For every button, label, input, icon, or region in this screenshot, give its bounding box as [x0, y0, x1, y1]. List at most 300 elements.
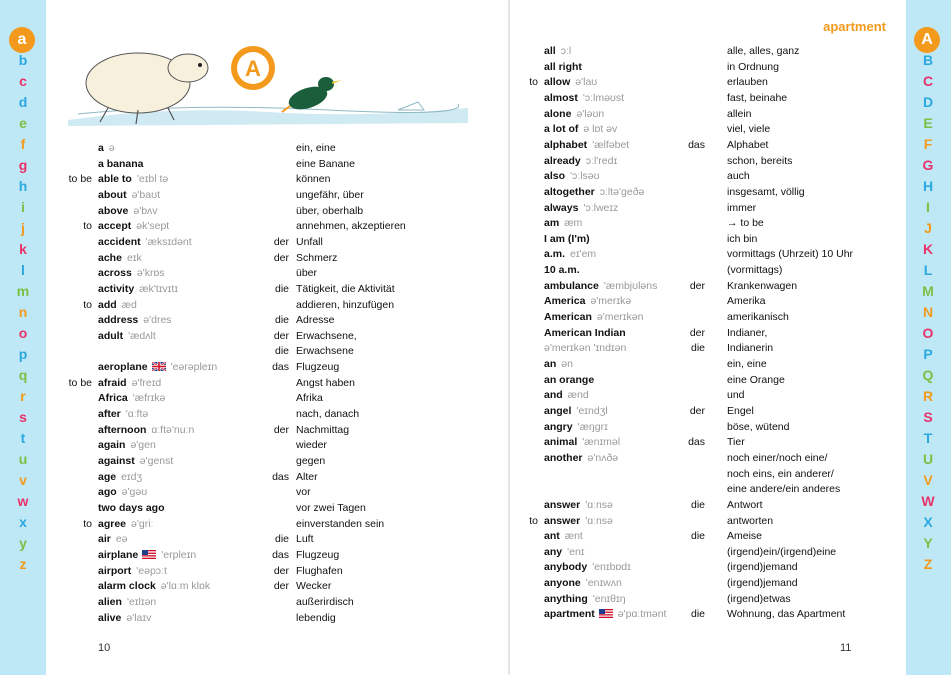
entry-phonetic: ə'merɪkə	[590, 295, 632, 308]
entry-translation: (irgend)jemand	[727, 561, 798, 574]
letter-tab-h[interactable]: H	[922, 178, 934, 194]
entry-phonetic: ə'bʌv	[133, 204, 158, 217]
letter-tab-s[interactable]: S	[923, 409, 933, 425]
entry-translation: addieren, hinzufügen	[296, 298, 395, 311]
entry-phonetic: ænd	[567, 389, 589, 402]
entry-headword: animal	[544, 436, 578, 449]
dictionary-entry	[510, 387, 906, 403]
entry-translation: erlauben	[727, 76, 768, 89]
entry-translation: Flugzeug	[296, 361, 340, 374]
entry-phonetic: ə'lɑːm klɒk	[160, 580, 211, 593]
entry-article: das	[688, 436, 705, 449]
entry-translation: allein	[727, 107, 752, 120]
entry-headword: allow	[544, 76, 571, 89]
entry-headword: afraid	[98, 376, 127, 389]
dictionary-entry	[46, 610, 508, 626]
letter-tab-i[interactable]: I	[926, 199, 930, 215]
entry-prefix: to	[83, 517, 92, 530]
letter-tab-w[interactable]: W	[921, 493, 935, 509]
entry-translation: Nachmittag	[296, 423, 350, 436]
dictionary-entry	[510, 591, 906, 607]
letter-tab-e[interactable]: e	[19, 115, 27, 131]
letter-tab-o[interactable]: o	[18, 325, 28, 341]
dictionary-entry	[510, 59, 906, 75]
entry-article: das	[688, 138, 705, 151]
dictionary-entry	[510, 43, 906, 59]
letter-tab-i[interactable]: i	[21, 199, 25, 215]
entry-phonetic: æm	[564, 217, 583, 230]
entry-translation: Indianer,	[727, 326, 768, 339]
entry-translation: können	[296, 173, 331, 186]
entry-translation: Antwort	[727, 498, 763, 511]
letter-tab-k[interactable]: k	[19, 241, 27, 257]
entry-translation: Wohnung, das Apartment	[727, 608, 846, 621]
entry-translation: auch	[727, 170, 750, 183]
entry-translation: ein, eine	[296, 142, 336, 154]
entry-translation: Erwachsene,	[296, 329, 357, 342]
entry-headword: add	[98, 298, 117, 311]
letter-tab-b[interactable]: B	[922, 52, 934, 68]
dictionary-entry	[46, 563, 508, 579]
current-letter-badge-left: a	[9, 27, 35, 53]
dictionary-entry	[46, 250, 508, 266]
letter-tab-o[interactable]: O	[922, 325, 934, 341]
entry-phonetic: 'enɪ	[567, 545, 585, 558]
dictionary-entry	[510, 325, 906, 341]
entry-article: der	[273, 235, 289, 248]
entry-translation: (vormittags)	[727, 264, 783, 277]
entry-headword: age	[98, 470, 117, 483]
entry-headword: agree	[98, 517, 127, 530]
dictionary-entry	[510, 137, 906, 153]
entry-headword: adult	[98, 329, 124, 342]
entry-headword: answer	[544, 514, 581, 527]
page-number-left: 10	[98, 642, 111, 654]
entry-phonetic: 'ɔːlweɪz	[583, 201, 619, 214]
dictionary-entry	[510, 215, 906, 231]
dictionary-entry	[510, 106, 906, 122]
entry-phonetic: 'æksɪdənt	[145, 235, 192, 248]
entry-headword: alive	[98, 611, 122, 624]
entry-headword: airport	[98, 564, 132, 577]
entry-phonetic: 'eɪlɪən	[126, 595, 157, 608]
entry-headword: already	[544, 154, 581, 167]
dictionary-entry	[46, 375, 508, 391]
entry-translation: außerirdisch	[296, 595, 354, 608]
entry-translation: Alphabet	[727, 138, 769, 151]
entry-headword: anyone	[544, 577, 581, 590]
entry-headword: all	[544, 45, 556, 57]
entry-headword: alone	[544, 107, 572, 120]
entry-headword: address	[98, 314, 139, 327]
dictionary-entry	[46, 328, 508, 344]
entry-headword: ache	[98, 251, 122, 264]
entry-translation: über	[296, 267, 318, 280]
entry-headword: apartment	[544, 608, 595, 621]
entry-headword: answer	[544, 498, 581, 511]
dictionary-entry	[510, 340, 906, 356]
entry-phonetic: ə lɒt əv	[583, 123, 618, 136]
dictionary-entry	[46, 265, 508, 281]
entry-headword: and	[544, 389, 563, 402]
entry-phonetic: ænt	[564, 530, 583, 543]
entry-prefix: to be	[68, 376, 92, 389]
entry-translation: Tier	[727, 436, 745, 449]
letter-tab-c[interactable]: c	[19, 73, 27, 89]
entry-headword: another	[544, 451, 583, 464]
dictionary-entry	[46, 531, 508, 547]
entry-phonetic: 'erpleɪn	[161, 548, 197, 561]
entry-translation: noch einer/noch eine/	[727, 451, 828, 464]
entry-article: der	[273, 251, 289, 264]
entry-phonetic: 'ænɪməl	[582, 436, 621, 449]
dictionary-entry	[510, 90, 906, 106]
entry-phonetic: 'ɑːftə	[125, 408, 149, 421]
entry-phonetic: ɔːltə'geðə	[599, 185, 645, 198]
dictionary-entry	[46, 547, 508, 563]
entry-article: die	[274, 314, 289, 327]
dictionary-entry	[510, 403, 906, 419]
entry-translation: vor	[296, 486, 311, 499]
entry-translation: ein, eine	[727, 358, 767, 370]
entry-translation: Luft	[296, 533, 314, 546]
dictionary-entry	[510, 466, 906, 482]
entry-phonetic: æk'tɪvɪtɪ	[139, 282, 179, 295]
letter-tab-m[interactable]: M	[922, 283, 934, 299]
entry-phonetic: ə'nʌðə	[587, 451, 619, 464]
entry-article: der	[689, 279, 705, 292]
entry-translation: viel, viele	[727, 123, 771, 136]
entry-translation: nach, danach	[296, 408, 360, 421]
entry-phonetic: ə'merɪkən	[596, 311, 644, 324]
letter-tab-r[interactable]: R	[922, 388, 934, 404]
entry-translation: schon, bereits	[727, 154, 793, 167]
entry-phonetic: 'eərəpleɪn	[170, 361, 218, 374]
letter-tab-q[interactable]: Q	[922, 367, 934, 383]
entry-phonetic: eɪ'em	[570, 248, 597, 261]
entry-phonetic: ə	[108, 142, 115, 154]
entry-translation: Alter	[296, 470, 318, 483]
dictionary-entry	[510, 168, 906, 184]
entry-headword: against	[98, 455, 135, 467]
letter-tab-e[interactable]: E	[923, 115, 933, 131]
letter-tab-m[interactable]: m	[16, 283, 30, 299]
dictionary-entry	[510, 575, 906, 591]
entry-headword: angry	[544, 420, 573, 433]
entry-translation: ungefähr, über	[296, 188, 364, 201]
dictionary-entry	[510, 309, 906, 325]
letter-tab-u[interactable]: u	[18, 451, 28, 467]
letter-tab-l[interactable]: l	[21, 262, 25, 278]
entry-translation: Adresse	[296, 314, 335, 327]
entry-phonetic: 'ɔːlsəʊ	[570, 170, 600, 183]
letter-tab-l[interactable]: L	[923, 262, 933, 278]
entry-headword: aeroplane	[98, 361, 148, 374]
entry-article: der	[273, 580, 289, 593]
dictionary-entry	[510, 231, 906, 247]
entry-headword: airplane	[98, 548, 139, 561]
entry-phonetic: 'enɪwʌn	[585, 577, 622, 590]
entry-article: die	[690, 342, 705, 355]
entry-translation: (irgend)etwas	[727, 592, 791, 605]
entry-headword: a banana	[98, 157, 144, 170]
entry-prefix: to	[83, 298, 92, 311]
entry-phonetic: 'eəpɔːt	[136, 564, 167, 577]
letter-tab-y[interactable]: y	[19, 535, 27, 551]
dictionary-entry	[46, 406, 508, 422]
illustration-letter: A	[245, 56, 261, 81]
entry-phonetic: 'enɪbɒdɪ	[592, 561, 631, 574]
entry-translation: amerikanisch	[727, 311, 789, 324]
entry-prefix: to	[83, 220, 92, 233]
entry-phonetic: 'eɪbl tə	[136, 173, 169, 186]
entry-article: die	[690, 530, 705, 543]
dictionary-entry	[510, 153, 906, 169]
entry-translation: Wecker	[296, 580, 332, 593]
entry-phonetic: 'ælfəbet	[592, 138, 630, 151]
dictionary-entry	[46, 422, 508, 438]
entry-translation: Angst haben	[296, 376, 355, 389]
entry-translation: einverstanden sein	[296, 517, 385, 530]
entry-translation: annehmen, akzeptieren	[296, 220, 406, 233]
entry-phonetic: ə'freɪd	[131, 376, 162, 389]
letter-tab-k[interactable]: K	[922, 241, 934, 257]
entry-headword: above	[98, 204, 129, 217]
dictionary-entry	[510, 450, 906, 466]
entry-phonetic: 'æfrɪkə	[132, 392, 166, 405]
dictionary-entry	[46, 594, 508, 610]
dictionary-entry	[46, 500, 508, 516]
entry-translation: Erwachsene	[296, 345, 354, 358]
letter-tab-n[interactable]: n	[18, 304, 28, 320]
entry-phonetic: 'æmbjʊləns	[603, 279, 658, 292]
entry-translation: Krankenwagen	[727, 279, 798, 292]
entry-translation: eine Orange	[727, 373, 785, 386]
entry-headword: a.m.	[544, 248, 566, 261]
entry-headword: activity	[98, 282, 135, 295]
dictionary-entry	[46, 156, 508, 172]
dictionary-entry	[510, 184, 906, 200]
letter-tab-p[interactable]: p	[18, 346, 28, 362]
letter-tab-x[interactable]: X	[923, 514, 933, 530]
entry-headword: accept	[98, 220, 132, 233]
dictionary-entry	[510, 246, 906, 262]
letter-tab-c[interactable]: C	[922, 73, 934, 89]
letter-tab-y[interactable]: Y	[923, 535, 933, 551]
entry-translation: immer	[727, 201, 757, 214]
entry-translation: ich bin	[727, 232, 758, 245]
entry-headword: alarm clock	[98, 580, 156, 593]
entry-headword: again	[98, 439, 126, 452]
entry-translation: Flughafen	[296, 564, 343, 577]
entry-headword: American Indian	[544, 326, 626, 339]
dictionary-entry	[46, 390, 508, 406]
dictionary-entry	[46, 218, 508, 234]
entry-headword: am	[544, 217, 560, 230]
letter-tab-g[interactable]: G	[922, 157, 934, 173]
dictionary-entry	[46, 171, 508, 187]
entry-phonetic: ɑːftə'nuːn	[151, 423, 195, 436]
entry-phonetic: 'eɪndʒl	[576, 404, 608, 417]
entry-phonetic: ɔːl	[560, 45, 572, 57]
dictionary-entry	[46, 437, 508, 453]
entry-phonetic: ək'sept	[136, 220, 170, 233]
letter-tab-w[interactable]: w	[17, 493, 29, 509]
dictionary-entry	[510, 372, 906, 388]
letter-tab-z[interactable]: z	[19, 556, 27, 572]
letter-tab-z[interactable]: Z	[923, 556, 933, 572]
entry-headword: America	[544, 295, 586, 308]
right-page	[510, 0, 906, 675]
dictionary-entry	[510, 74, 906, 90]
entry-headword: ə'merɪkən 'ɪndɪən	[544, 342, 627, 355]
entry-article: der	[689, 404, 705, 417]
entry-phonetic: ə'laɪv	[126, 611, 152, 624]
dictionary-entry	[46, 453, 508, 469]
entry-translation: Amerika	[727, 295, 766, 308]
entry-translation: (irgend)ein/(irgend)eine	[727, 545, 837, 558]
letter-tab-f[interactable]: f	[20, 136, 26, 152]
letter-tab-j[interactable]: J	[924, 220, 932, 236]
entry-article: die	[274, 345, 289, 358]
entry-phonetic: ə'griː	[131, 517, 154, 530]
entry-translation: in Ordnung	[727, 60, 779, 73]
entry-article: die	[274, 533, 289, 546]
left-page	[46, 0, 508, 675]
dictionary-entry	[46, 516, 508, 532]
entry-headword: almost	[544, 91, 578, 104]
uk-flag-icon	[148, 361, 166, 373]
letter-tab-j[interactable]: j	[21, 220, 25, 236]
letter-tab-t[interactable]: T	[923, 430, 933, 446]
entry-headword: two days ago	[98, 501, 165, 514]
polar-bear-penguin-illustration	[68, 28, 468, 133]
entry-phonetic: ə'baʊt	[131, 188, 160, 201]
dictionary-entry	[510, 606, 906, 622]
letter-tab-d[interactable]: d	[18, 94, 28, 110]
entry-phonetic: 'æŋgrɪ	[577, 420, 608, 433]
current-letter-badge-right: A	[914, 27, 940, 53]
entry-phonetic: ə'laʊ	[575, 76, 598, 89]
letter-tab-f[interactable]: F	[923, 136, 933, 152]
entry-headword: all right	[544, 60, 582, 73]
dictionary-entry	[46, 187, 508, 203]
entry-headword: angel	[544, 404, 572, 417]
entry-phonetic: æd	[121, 298, 137, 311]
letter-tab-v[interactable]: v	[19, 472, 27, 488]
letter-tab-d[interactable]: D	[922, 94, 934, 110]
entry-phonetic: ɔːl'redɪ	[585, 154, 618, 167]
entry-article: das	[272, 361, 289, 374]
letter-tab-u[interactable]: U	[922, 451, 934, 467]
entry-headword: ambulance	[544, 279, 599, 292]
entry-phonetic: eɪk	[126, 251, 142, 264]
entry-translation: eine andere/ein anderes	[727, 483, 841, 496]
entry-headword: about	[98, 188, 127, 201]
dictionary-entry	[510, 293, 906, 309]
dictionary-entry	[510, 419, 906, 435]
entry-article: das	[272, 548, 289, 561]
entry-translation: Tätigkeit, die Aktivität	[296, 282, 395, 295]
letter-tab-r[interactable]: r	[20, 388, 26, 404]
entry-prefix: to	[529, 76, 538, 89]
entry-article: die	[690, 608, 705, 621]
us-flag-icon	[595, 608, 613, 620]
letter-tab-b[interactable]: b	[18, 52, 28, 68]
dictionary-entry	[510, 481, 906, 497]
entry-article: die	[274, 282, 289, 295]
running-head: apartment	[823, 19, 886, 34]
dictionary-entry	[46, 469, 508, 485]
letter-tab-h[interactable]: h	[18, 178, 28, 194]
dictionary-entry	[46, 203, 508, 219]
entry-headword: I am (I'm)	[544, 232, 590, 245]
entry-phonetic: ə'genst	[139, 455, 174, 467]
entry-article: das	[272, 470, 289, 483]
entry-article: der	[273, 329, 289, 342]
entry-translation: eine Banane	[296, 157, 355, 170]
entry-headword: Africa	[98, 392, 128, 405]
entry-headword: anything	[544, 592, 588, 605]
entry-headword: a lot of	[544, 123, 579, 136]
entry-phonetic: 'ɔːlməʊst	[582, 91, 625, 104]
entry-translation: über, oberhalb	[296, 204, 364, 217]
entry-translation: Flugzeug	[296, 548, 340, 561]
us-flag-icon	[138, 549, 156, 561]
entry-translation: gegen	[296, 455, 326, 467]
letter-tab-v[interactable]: V	[923, 472, 933, 488]
letter-tab-n[interactable]: N	[922, 304, 934, 320]
dictionary-entry	[46, 578, 508, 594]
entry-article: der	[273, 564, 289, 577]
letter-tab-s[interactable]: s	[19, 409, 27, 425]
entry-translation: böse, wütend	[727, 420, 790, 433]
entry-headword: afternoon	[98, 423, 147, 436]
entry-phonetic: ə'gəʊ	[121, 486, 148, 499]
letter-tab-q[interactable]: q	[18, 367, 28, 383]
dictionary-entry	[510, 262, 906, 278]
entry-translation: vormittags (Uhrzeit) 10 Uhr	[727, 248, 854, 261]
entry-translation: insgesamt, völlig	[727, 185, 805, 198]
entry-headword: alphabet	[544, 138, 588, 151]
dictionary-entry	[46, 297, 508, 313]
entry-translation: (irgend)jemand	[727, 577, 798, 590]
dictionary-entry	[46, 312, 508, 328]
letter-tab-x[interactable]: x	[19, 514, 27, 530]
dictionary-entry	[510, 278, 906, 294]
entry-headword: an	[544, 358, 557, 370]
entry-translation: Indianerin	[727, 342, 774, 355]
entry-article: die	[690, 498, 705, 511]
dictionary-entry	[510, 200, 906, 216]
letter-tab-g[interactable]: g	[18, 157, 28, 173]
entry-article: der	[273, 423, 289, 436]
entry-headword: able to	[98, 173, 132, 186]
entry-headword: a	[98, 142, 104, 154]
letter-tab-p[interactable]: P	[923, 346, 933, 362]
entry-headword: alien	[98, 595, 122, 608]
dictionary-entry	[46, 484, 508, 500]
page-number-right: 11	[840, 642, 852, 654]
entry-phonetic: 'ædʌlt	[128, 329, 156, 342]
entry-headword: American	[544, 311, 592, 324]
letter-index-list-right	[905, 50, 951, 575]
entry-headword: 10 a.m.	[544, 264, 580, 277]
letter-tab-t[interactable]: t	[20, 430, 26, 446]
entry-translation: Unfall	[296, 235, 323, 248]
entry-headword: altogether	[544, 185, 595, 198]
entry-translation: wieder	[296, 439, 327, 452]
